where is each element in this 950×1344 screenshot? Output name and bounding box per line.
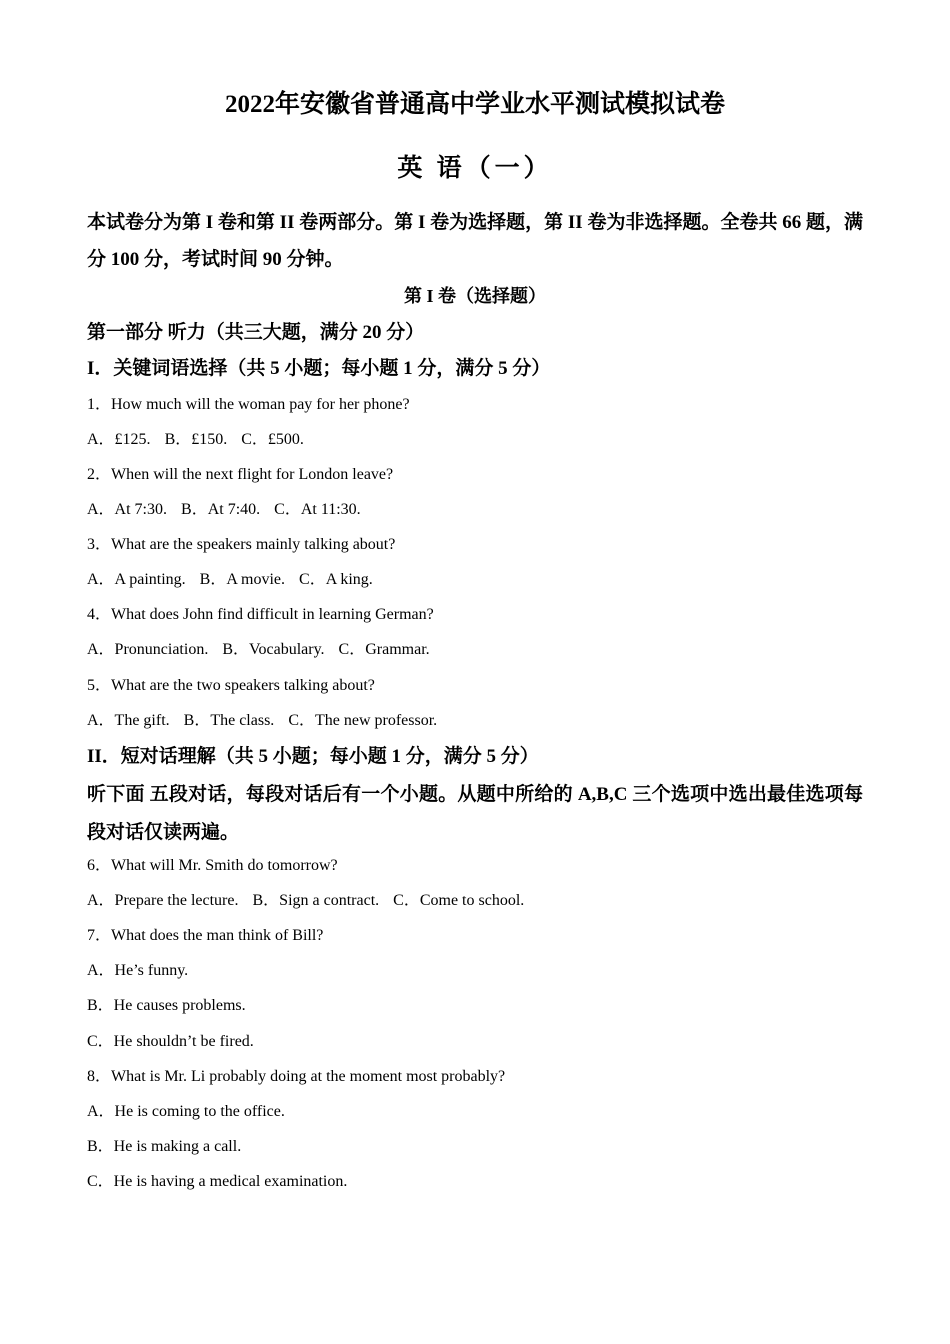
option-c: C．The new professor. (288, 712, 438, 729)
option-a: A．At 7:30. (87, 501, 168, 518)
question-3-stem: 3．What are the speakers mainly talking about? (87, 536, 396, 553)
question-8-option-c: C．He is having a medical examination. (87, 1173, 348, 1190)
question-5-options (87, 710, 451, 732)
question-7-option-c: C．He shouldn’t be fired. (87, 1033, 254, 1050)
option-b: B．At 7:40. (181, 501, 261, 518)
question-7-option-a: A．He’s funny. (87, 962, 189, 979)
option-c: C．£500. (241, 431, 304, 448)
exam-title: 2022年安徽省普通高中学业水平测试模拟试卷 (224, 91, 725, 118)
question-5-stem: 5．What are the two speakers talking about? (87, 677, 375, 694)
option-b: B．£150. (164, 431, 228, 448)
question-8-stem: 8．What is Mr. Li probably doing at the moment most probably? (87, 1068, 506, 1085)
question-8-option-b: B．He is making a call. (87, 1138, 242, 1155)
section-two-heading: II．短对话理解（共 5 小题；每小题 1 分，满分 5 分） (87, 746, 539, 767)
option-b: B．Sign a contract. (252, 892, 380, 909)
question-4-options (87, 639, 444, 661)
option-b: B．Vocabulary. (222, 641, 325, 658)
exam-subtitle: 英 语（一） (397, 155, 553, 182)
option-a: A．The gift. (87, 712, 170, 729)
option-c: C．A king. (299, 571, 373, 588)
option-c: C．Come to school. (393, 892, 525, 909)
question-7-option-b: B．He causes problems. (87, 997, 246, 1014)
question-7-stem: 7．What does the man think of Bill? (87, 927, 324, 944)
question-8-option-a: A．He is coming to the office. (87, 1103, 285, 1120)
question-3-options (87, 569, 387, 591)
option-c: C．At 11:30. (274, 501, 361, 518)
question-4-stem: 4．What does John find difficult in learning German? (87, 606, 434, 623)
option-c: C．Grammar. (338, 641, 430, 658)
question-1-options (87, 429, 318, 451)
section-one-heading: I．关键词语选择（共 5 小题；每小题 1 分，满分 5 分） (87, 358, 551, 379)
question-6-stem: 6．What will Mr. Smith do tomorrow? (87, 857, 338, 874)
option-a: A．£125. (87, 431, 151, 448)
part-one-heading: 第一部分 听力（共三大题，满分 20 分） (87, 322, 425, 343)
option-b: B．A movie. (199, 571, 286, 588)
option-a: A．A painting. (87, 571, 186, 588)
question-1-stem: 1．How much will the woman pay for her phone? (87, 396, 410, 413)
option-a: A．Pronunciation. (87, 641, 209, 658)
section-two-instruction: 听下面 五段对话，每段对话后有一个小题。从题中所给的 A,B,C 三个选项中选出最佳选项每段对话仅读两遍。 (87, 784, 863, 843)
question-6-options (87, 890, 538, 912)
option-b: B．The class. (183, 712, 275, 729)
question-2-options (87, 499, 375, 521)
question-2-stem: 2．When will the next flight for London leave? (87, 466, 394, 483)
exam-intro: 本试卷分为第 I 卷和第 II 卷两部分。第 I 卷为选择题，第 II 卷为非选择题。全卷共 66 题，满分 100 分，考试时间 90 分钟。 (87, 212, 863, 270)
volume-title: 第 I 卷（选择题） (403, 286, 546, 306)
option-a: A．Prepare the lecture. (87, 892, 239, 909)
